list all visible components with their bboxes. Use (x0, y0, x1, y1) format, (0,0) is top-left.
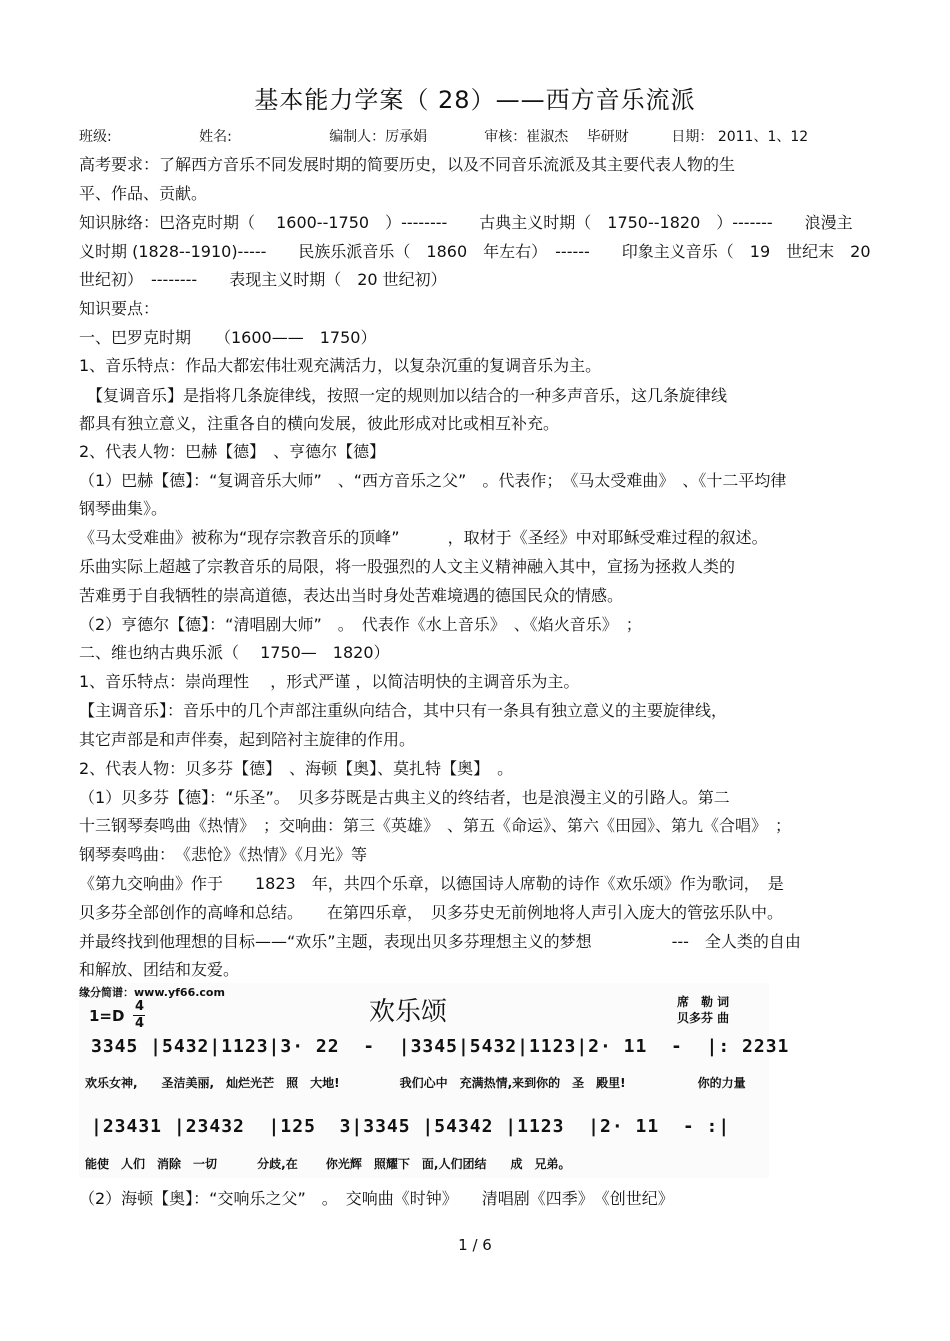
meta-reviewers: 审核：崔淑杰 毕研财 (484, 129, 629, 145)
meta-editor: 编制人：厉承娟 (329, 129, 428, 145)
body-line: 十三钢琴奏鸣曲《热情》 ；交响曲：第三《英雄》 、第五《命运》、第六《田园》、第九《合唱》 ； (79, 816, 792, 835)
score-notes-row-2: |23431 |23432 |125 3|3345 |54342 |1123 |2· 11 - :| (91, 1116, 731, 1137)
time-signature-bottom: 4 (135, 1016, 145, 1031)
body-line: 钢琴奏鸣曲： 《悲怆》《热情》《月光》等 (79, 845, 368, 864)
document-title: 基本能力学案（ 28）——西方音乐流派 (254, 86, 696, 114)
score-composer: 贝多芬 曲 (677, 1011, 730, 1025)
body-line: （1）贝多芬【德】：“乐圣”。 贝多芬既是古典主义的终结者，也是浪漫主义的引路人。第二 (79, 788, 730, 807)
meta-date: 日期： 2011、1、12 (671, 129, 809, 145)
body-line: （1）巴赫【德】：“复调音乐大师” 、“西方音乐之父” 。代表作； 《马太受难曲》 、《十二平均律 (79, 471, 787, 490)
meta-row (79, 126, 808, 147)
body-line: 并最终找到他理想的目标——“欢乐”主题，表现出贝多芬理想主义的梦想 --- 全人类的自由 (79, 932, 801, 951)
score-key: 1=D (89, 1007, 125, 1025)
body-line: 知识脉络：巴洛克时期（ 1600--1750 ）-------- 古典主义时期（ 1750--1820 ）------- 浪漫主 (79, 213, 853, 232)
body-line: 平、作品、贡献。 (79, 184, 208, 203)
body-line: 和解放、团结和友爱。 (79, 960, 240, 979)
page-number: 1 / 6 (458, 1236, 492, 1254)
meta-name: 姓名: (199, 129, 232, 145)
body-line: 知识要点： (79, 299, 160, 318)
body-line: 都具有独立意义，注重各自的横向发展，彼此形成对比或相互补充。 (79, 414, 560, 433)
body-line: 钢琴曲集》。 (79, 499, 168, 518)
body-line: 苦难勇于自我牺牲的崇高道德，表达出当时身处苦难境遇的德国民众的情感。 (79, 586, 624, 605)
body-line: 2、代表人物：贝多芬【德】 、海顿【奥】、莫扎特【奥】 。 (79, 759, 514, 778)
body-line: 世纪初） -------- 表现主义时期（ 20 世纪初） (79, 270, 447, 289)
body-line: 1、音乐特点：作品大都宏伟壮观充满活力，以复杂沉重的复调音乐为主。 (79, 356, 602, 375)
body-line: 【复调音乐】是指将几条旋律线，按照一定的规则加以结合的一种多声音乐，这几条旋律线 (79, 386, 728, 405)
body-line: 《马太受难曲》被称为“现存宗教音乐的顶峰” ，取材于《圣经》中对耶稣受难过程的叙述。 (79, 528, 768, 547)
section-heading: 二、维也纳古典乐派（ 1750— 1820） (79, 643, 390, 662)
time-signature-top: 4 (135, 999, 145, 1014)
song-title: 欢乐颂 (369, 997, 448, 1027)
body-line: 【主调音乐】：音乐中的几个声部注重纵向结合，其中只有一条具有独立意义的主要旋律线， (79, 701, 728, 720)
body-line: 其它声部是和声伴奏，起到陪衬主旋律的作用。 (79, 730, 416, 749)
meta-class: 班级: (79, 129, 112, 145)
body-line: 义时期 (1828--1910)----- 民族乐派音乐（ 1860 年左右） ------ 印象主义音乐（ 19 世纪末 20 (79, 242, 871, 261)
body-line: （2）海顿【奥】：“交响乐之父” 。 交响曲《时钟》 清唱剧《四季》 《创世纪》 (79, 1189, 674, 1208)
score-notes-row-1: 3345 |5432|1123|3· 22 - |3345|5432|1123|2· 11 - |: 2231 (91, 1036, 790, 1057)
body-line: 2、代表人物：巴赫【德】 、亨德尔【德】 (79, 442, 386, 461)
body-line: 贝多芬全部创作的高峰和总结。 在第四乐章， 贝多芬史无前例地将人声引入庞大的管弦乐队中。 (79, 903, 784, 922)
section-heading: 一、巴罗克时期 （1600—— 1750） (79, 328, 377, 347)
body-line: （2）亨德尔【德】：“清唱剧大师” 。 代表作《水上音乐》 、《焰火音乐》 ； (79, 615, 642, 634)
score-lyricist: 席 勒 词 (677, 995, 730, 1009)
body-line: 1、音乐特点：崇尚理性 ，形式严谨 ，以简洁明快的主调音乐为主。 (79, 672, 580, 691)
score-source: 缘分简谱：www.yf66.com (79, 986, 225, 999)
body-line: 高考要求：了解西方音乐不同发展时期的简要历史，以及不同音乐流派及其主要代表人物的生 (79, 155, 736, 174)
score-lyrics-row-1: 欢乐女神, 圣洁美丽, 灿烂光芒 照 大地! 我们心中 充满热情,来到你的 圣 殿里! 你的力量 (85, 1076, 746, 1090)
score-lyrics-row-2: 能使 人们 消除 一切 分歧,在 你光辉 照耀下 面,人们团结 成 兄弟。 (85, 1157, 571, 1171)
body-line: 乐曲实际上超越了宗教音乐的局限，将一股强烈的人文主义精神融入其中，宣扬为拯救人类的 (79, 557, 736, 576)
sheet-music-image (79, 983, 790, 1178)
body-line: 《第九交响曲》作于 1823 年，共四个乐章，以德国诗人席勒的诗作《欢乐颂》作为歌词， 是 (79, 874, 784, 893)
